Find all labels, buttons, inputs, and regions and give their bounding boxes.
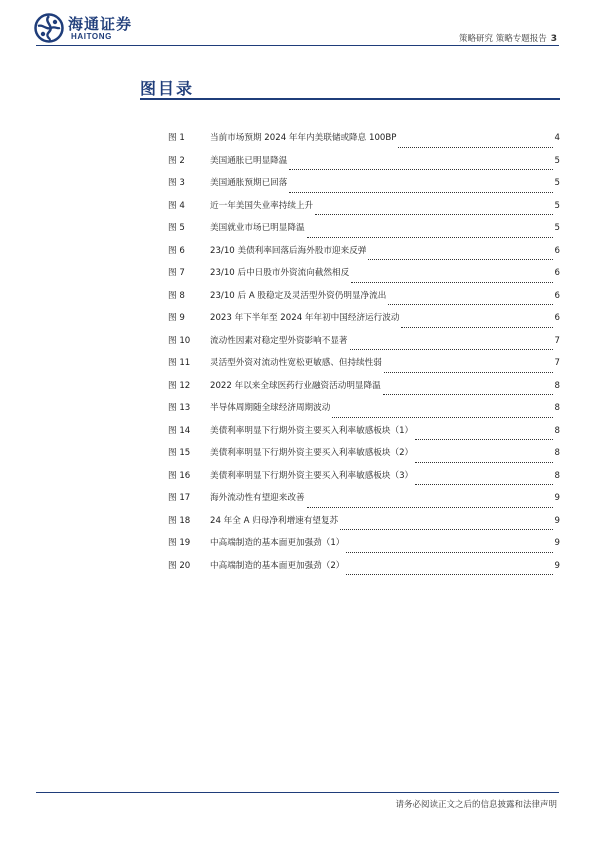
page-number: 3 bbox=[550, 34, 557, 44]
figure-number: 图 1 bbox=[168, 133, 185, 143]
header-divider bbox=[36, 45, 559, 46]
figure-number: 图 8 bbox=[168, 290, 185, 301]
dot-leader bbox=[415, 432, 553, 440]
figure-number: 图 16 bbox=[168, 470, 191, 481]
figure-number: 图 20 bbox=[168, 560, 191, 571]
figure-title: 美债利率明显下行期外资主要买入利率敏感板块（1） bbox=[210, 425, 414, 436]
toc-entry[interactable] bbox=[168, 311, 560, 334]
figure-page-number: 6 bbox=[554, 290, 560, 301]
logo-english-name: HAITONG bbox=[71, 32, 112, 41]
figure-title: 美国通胀预期已回落 bbox=[210, 178, 288, 188]
logo-chinese-name: 海通证券 bbox=[68, 15, 133, 33]
toc-entry[interactable] bbox=[168, 446, 560, 469]
header-report-info bbox=[459, 32, 557, 44]
figure-page-number: 7 bbox=[554, 358, 560, 368]
dot-leader bbox=[307, 230, 553, 238]
toc-entry[interactable] bbox=[168, 559, 560, 582]
toc-title-divider bbox=[140, 98, 560, 100]
figure-number: 图 7 bbox=[168, 268, 185, 278]
dot-leader bbox=[401, 320, 553, 328]
toc-entry[interactable] bbox=[168, 379, 560, 402]
figure-page-number: 6 bbox=[554, 268, 560, 278]
figure-page-number: 8 bbox=[554, 425, 560, 436]
dot-leader bbox=[384, 365, 553, 373]
figure-title: 灵活型外资对流动性宽松更敏感、但持续性弱 bbox=[210, 358, 382, 368]
figure-page-number: 5 bbox=[554, 155, 560, 166]
figure-number: 图 6 bbox=[168, 245, 185, 256]
toc-title: 图目录 bbox=[140, 79, 195, 98]
figure-title: 近一年美国失业率持续上升 bbox=[210, 200, 314, 211]
toc-entry[interactable] bbox=[168, 536, 560, 559]
dot-leader bbox=[415, 455, 553, 463]
figure-page-number: 5 bbox=[554, 200, 560, 211]
figure-title: 流动性因素对稳定型外资影响不显著 bbox=[210, 335, 348, 346]
figure-title: 美国就业市场已明显降温 bbox=[210, 223, 305, 233]
figure-number: 图 11 bbox=[168, 358, 191, 368]
figure-title: 半导体周期随全球经济周期波动 bbox=[210, 403, 331, 413]
toc-entry[interactable] bbox=[168, 514, 560, 537]
footer-disclaimer: 请务必阅读正文之后的信息披露和法律声明 bbox=[395, 800, 557, 810]
dot-leader bbox=[340, 522, 553, 530]
footer-divider bbox=[36, 792, 559, 793]
toc-entry[interactable] bbox=[168, 424, 560, 447]
dot-leader bbox=[289, 185, 553, 193]
toc-entry[interactable] bbox=[168, 221, 560, 244]
dot-leader bbox=[351, 275, 553, 283]
figure-page-number: 6 bbox=[554, 245, 560, 256]
toc-entry[interactable] bbox=[168, 469, 560, 492]
figure-number: 图 4 bbox=[168, 200, 185, 211]
figure-title: 2022 年以来全球医药行业融资活动明显降温 bbox=[210, 380, 381, 391]
figure-title: 美国通胀已明显降温 bbox=[210, 155, 288, 166]
dot-leader bbox=[332, 410, 553, 418]
toc-entry[interactable] bbox=[168, 356, 560, 379]
toc-entry[interactable] bbox=[168, 176, 560, 199]
figure-page-number: 6 bbox=[554, 313, 560, 323]
figure-number: 图 12 bbox=[168, 380, 191, 391]
figure-title: 中高端制造的基本面更加强劲（1） bbox=[210, 538, 345, 548]
figure-page-number: 8 bbox=[554, 448, 560, 458]
figure-title: 23/10 后中日股市外资流向截然相反 bbox=[210, 268, 350, 278]
dot-leader bbox=[368, 252, 553, 260]
figure-page-number: 4 bbox=[554, 133, 560, 143]
dot-leader bbox=[415, 477, 553, 485]
figure-title: 24 年全 A 归母净利增速有望复苏 bbox=[210, 515, 339, 526]
toc-entry[interactable] bbox=[168, 154, 560, 177]
figure-title: 23/10 美债利率回落后海外股市迎来反弹 bbox=[210, 245, 367, 256]
figure-title: 2023 年下半年至 2024 年年初中国经济运行波动 bbox=[210, 313, 400, 323]
dot-leader bbox=[398, 140, 553, 148]
toc-entry[interactable] bbox=[168, 131, 560, 154]
figure-number: 图 15 bbox=[168, 448, 191, 458]
figure-number: 图 9 bbox=[168, 313, 185, 323]
figure-number: 图 2 bbox=[168, 155, 185, 166]
haitong-logo bbox=[34, 13, 144, 43]
figure-page-number: 5 bbox=[554, 223, 560, 233]
dot-leader bbox=[383, 387, 553, 395]
dot-leader bbox=[388, 297, 553, 305]
figure-number: 图 18 bbox=[168, 515, 191, 526]
page-header bbox=[0, 0, 595, 50]
figure-title: 美债利率明显下行期外资主要买入利率敏感板块（2） bbox=[210, 448, 414, 458]
dot-leader bbox=[307, 500, 553, 508]
figure-number: 图 5 bbox=[168, 223, 185, 233]
figure-page-number: 9 bbox=[554, 538, 560, 548]
figure-title: 中高端制造的基本面更加强劲（2） bbox=[210, 560, 345, 571]
figure-page-number: 8 bbox=[554, 403, 560, 413]
dot-leader bbox=[350, 342, 553, 350]
figure-page-number: 9 bbox=[554, 560, 560, 571]
figure-page-number: 8 bbox=[554, 380, 560, 391]
figure-number: 图 10 bbox=[168, 335, 191, 346]
dot-leader bbox=[346, 545, 553, 553]
haitong-logo-icon bbox=[34, 13, 64, 43]
figure-title: 当前市场预期 2024 年年内美联储或降息 100BP bbox=[210, 133, 397, 143]
figure-list bbox=[168, 131, 560, 581]
report-type: 策略研究 策略专题报告 bbox=[459, 34, 547, 44]
dot-leader bbox=[315, 207, 553, 215]
toc-entry[interactable] bbox=[168, 334, 560, 357]
figure-number: 图 14 bbox=[168, 425, 191, 436]
figure-title: 海外流动性有望迎来改善 bbox=[210, 493, 305, 503]
figure-title: 美债利率明显下行期外资主要买入利率敏感板块（3） bbox=[210, 470, 414, 481]
dot-leader bbox=[289, 162, 553, 170]
figure-title: 23/10 后 A 股稳定及灵活型外资仍明显净流出 bbox=[210, 290, 387, 301]
toc-entry[interactable] bbox=[168, 491, 560, 514]
toc-entry[interactable] bbox=[168, 401, 560, 424]
toc-entry[interactable] bbox=[168, 244, 560, 267]
figure-number: 图 17 bbox=[168, 493, 191, 503]
figure-page-number: 9 bbox=[554, 515, 560, 526]
figure-number: 图 13 bbox=[168, 403, 191, 413]
figure-number: 图 3 bbox=[168, 178, 185, 188]
dot-leader bbox=[346, 567, 553, 575]
toc-entry[interactable] bbox=[168, 199, 560, 222]
toc-entry[interactable] bbox=[168, 266, 560, 289]
figure-number: 图 19 bbox=[168, 538, 191, 548]
figure-page-number: 9 bbox=[554, 493, 560, 503]
figure-page-number: 8 bbox=[554, 470, 560, 481]
figure-page-number: 7 bbox=[554, 335, 560, 346]
figure-page-number: 5 bbox=[554, 178, 560, 188]
toc-entry[interactable] bbox=[168, 289, 560, 312]
